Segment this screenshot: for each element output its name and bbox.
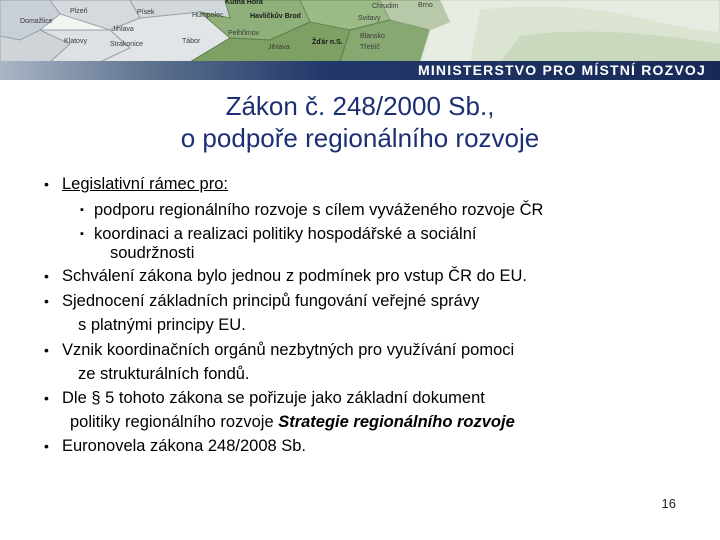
bullet-2-text: Schválení zákona bylo jednou z podmínek pro vstup ČR do EU.	[62, 267, 528, 285]
region-map-image	[0, 0, 720, 64]
map-label: Jihlava	[112, 26, 134, 33]
sub-bullet-2-text-cont: soudržnosti	[110, 244, 195, 262]
map-label: Žďár n.S.	[312, 39, 343, 46]
map-label: Jihlava	[268, 44, 290, 51]
map-label: Třebíč	[360, 44, 380, 51]
map-label: Svitavy	[358, 15, 381, 22]
map-label: Klatovy	[64, 38, 87, 45]
map-label: Plzeň	[70, 8, 88, 15]
bullet-4-text: Vznik koordinačních orgánů nezbytných pro využívání pomoci	[62, 341, 515, 359]
map-label: Brno	[418, 2, 433, 9]
map-label: Blansko	[360, 33, 385, 40]
map-label: Kutná Hora	[225, 0, 263, 6]
header-banner	[0, 0, 720, 80]
bullet-1-text: Legislativní rámec pro:	[62, 175, 228, 193]
sub-bullet-1-text: podporu regionálního rozvoje s cílem vyváženého rozvoje ČR	[94, 201, 544, 219]
map-label: Domažlice	[20, 18, 53, 25]
map-label: Tábor	[182, 38, 201, 45]
slide-title	[60, 90, 660, 154]
sub-bullet-marker: ▪	[80, 228, 84, 240]
map-label: Strakonice	[110, 41, 144, 48]
bullet-5-emphasis: Strategie regionálního rozvoje	[278, 413, 515, 431]
bullet-3-text: Sjednocení základních principů fungování veřejné správy	[62, 292, 480, 310]
slide-title-line-2: o podpoře regionálního rozvoje	[180, 123, 540, 153]
map-label: Pelhřimov	[228, 30, 260, 37]
map-label: Havlíčkův Brod	[250, 13, 301, 20]
map-label: Chrudim	[372, 3, 399, 10]
bullet-marker: •	[44, 293, 49, 309]
bullet-5-text-cont	[70, 412, 515, 432]
page-number: 16	[661, 496, 676, 511]
slide-title-line-1: Zákon č. 248/2000 Sb.,	[225, 91, 495, 121]
map-label: Písek	[137, 9, 155, 16]
bullet-4-text-cont: ze strukturálních fondů.	[78, 365, 250, 383]
bullet-3-text-cont: s platnými principy EU.	[78, 316, 246, 334]
map-label: Humpolec	[192, 12, 224, 19]
ministry-title: MINISTERSTVO PRO MÍSTNÍ ROZVOJ	[417, 62, 706, 78]
bullet-marker: •	[44, 342, 49, 358]
bullet-marker: •	[44, 176, 49, 192]
bullet-marker: •	[44, 438, 49, 454]
bullet-marker: •	[44, 268, 49, 284]
sub-bullet-marker: ▪	[80, 204, 84, 216]
bullet-6-text: Euronovela zákona 248/2008 Sb.	[62, 437, 307, 455]
sub-bullet-2-text: koordinaci a realizaci politiky hospodářské a sociální	[94, 225, 477, 243]
bullet-5-text: Dle § 5 tohoto zákona se pořizuje jako základní dokument	[62, 389, 485, 407]
bullet-5-plain: politiky regionálního rozvoje	[70, 413, 279, 431]
bullet-marker: •	[44, 390, 49, 406]
